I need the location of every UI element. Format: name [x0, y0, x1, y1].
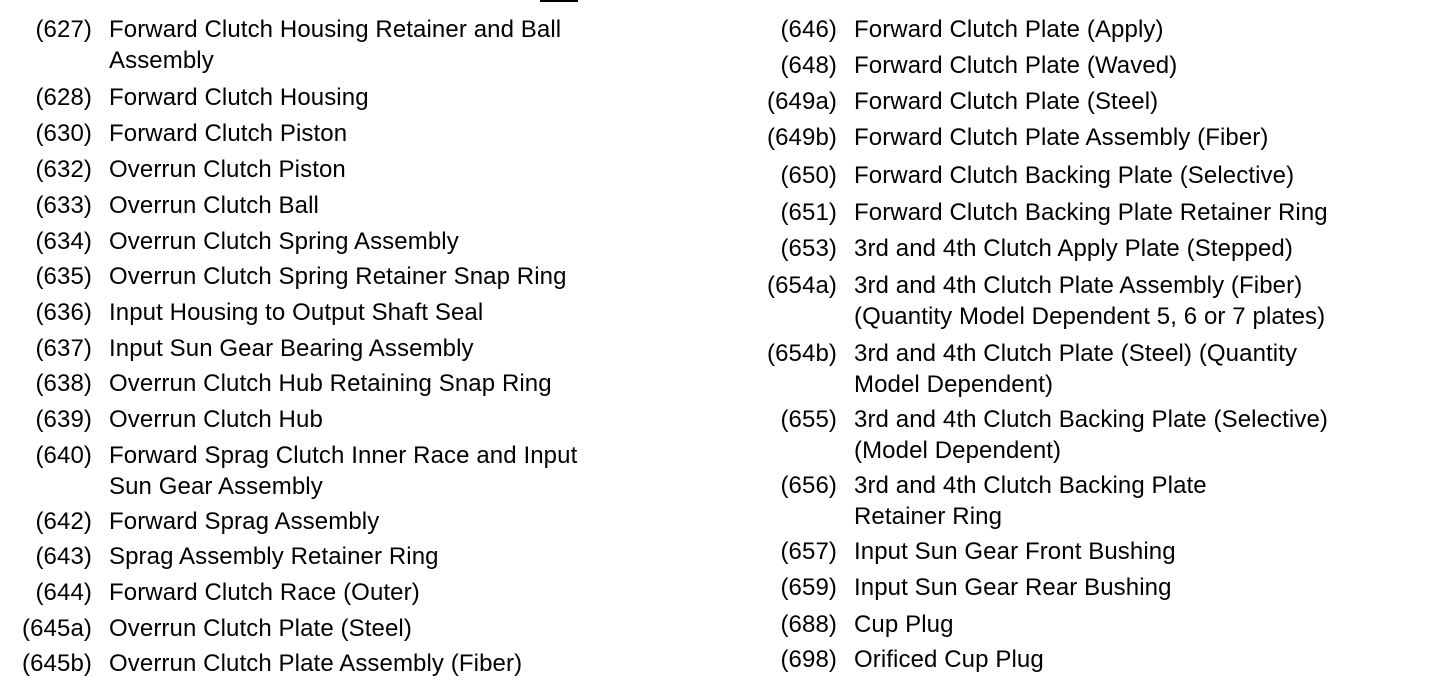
list-item: [745, 50, 1177, 81]
part-number: (640): [35, 442, 92, 469]
list-item: [745, 122, 1269, 153]
list-item: [0, 404, 323, 435]
part-description: 3rd and 4th Clutch Apply Plate (Stepped): [854, 235, 1293, 262]
list-item: [0, 541, 439, 572]
part-number: (632): [35, 156, 92, 183]
part-description: Forward Clutch Plate (Apply): [854, 16, 1164, 43]
part-number: (638): [35, 370, 92, 397]
part-description: Overrun Clutch Plate (Steel): [109, 615, 412, 642]
part-number: (645b): [22, 650, 92, 677]
part-number: (648): [780, 52, 837, 79]
list-item: [745, 572, 1172, 603]
part-number: (630): [35, 120, 92, 147]
part-number: (659): [780, 574, 837, 601]
part-description: 3rd and 4th Clutch Plate (Steel) (Quantity Model Dependent): [854, 340, 1298, 398]
list-item: [0, 333, 474, 364]
part-number: (633): [35, 192, 92, 219]
part-description: Overrun Clutch Hub Retaining Snap Ring: [109, 370, 552, 397]
part-description: Overrun Clutch Spring Assembly: [109, 228, 459, 255]
list-item: [0, 648, 522, 679]
part-description: Forward Sprag Assembly: [109, 508, 380, 535]
part-description: Overrun Clutch Hub: [109, 406, 323, 433]
list-item: [0, 190, 319, 221]
top-edge-mark: [540, 0, 578, 2]
part-description: Overrun Clutch Plate Assembly (Fiber): [109, 650, 523, 677]
part-description: Forward Clutch Housing Retainer and Ball Assembly: [109, 16, 562, 74]
part-number: (627): [35, 16, 92, 43]
part-number: (645a): [22, 615, 92, 642]
list-item: [0, 368, 552, 399]
part-description: 3rd and 4th Clutch Backing Plate Retainer Ring: [854, 472, 1207, 530]
part-description: Forward Clutch Plate (Waved): [854, 52, 1178, 79]
part-description: Forward Clutch Piston: [109, 120, 348, 147]
part-number: (635): [35, 263, 92, 290]
list-item: [0, 82, 369, 113]
part-number: (637): [35, 335, 92, 362]
list-item: [745, 270, 1325, 332]
list-item: [745, 86, 1158, 117]
part-description: Sprag Assembly Retainer Ring: [109, 543, 439, 570]
part-description: Input Sun Gear Bearing Assembly: [109, 335, 474, 362]
part-number: (639): [35, 406, 92, 433]
part-description: Input Sun Gear Rear Bushing: [854, 574, 1172, 601]
part-description: 3rd and 4th Clutch Plate Assembly (Fiber) (Quantity Model Dependent 5, 6 or 7 plates): [854, 272, 1326, 330]
part-description: Forward Clutch Race (Outer): [109, 579, 420, 606]
list-item: [745, 160, 1294, 191]
part-number: (657): [780, 538, 837, 565]
list-item: [0, 613, 412, 644]
part-description: Forward Clutch Backing Plate (Selective): [854, 162, 1295, 189]
part-number: (653): [780, 235, 837, 262]
part-number: (651): [780, 199, 837, 226]
part-description: Overrun Clutch Piston: [109, 156, 346, 183]
part-description: Overrun Clutch Ball: [109, 192, 319, 219]
list-item: [0, 226, 459, 257]
part-number: (649a): [767, 88, 837, 115]
part-description: Cup Plug: [854, 611, 954, 638]
part-number: (643): [35, 543, 92, 570]
part-description: Forward Clutch Backing Plate Retainer Ring: [854, 199, 1328, 226]
list-item: [745, 644, 1044, 675]
part-number: (646): [780, 16, 837, 43]
part-description: Forward Sprag Clutch Inner Race and Input Sun Gear Assembly: [109, 442, 578, 500]
list-item: [745, 14, 1164, 45]
part-description: Orificed Cup Plug: [854, 646, 1044, 673]
list-item: [745, 338, 1297, 400]
list-item: [745, 536, 1176, 567]
list-item: [745, 609, 954, 640]
list-item: [0, 14, 561, 76]
part-number: (642): [35, 508, 92, 535]
list-item: [0, 297, 483, 328]
part-number: (688): [780, 611, 837, 638]
part-description: Forward Clutch Plate (Steel): [854, 88, 1159, 115]
part-description: Input Sun Gear Front Bushing: [854, 538, 1176, 565]
part-number: (634): [35, 228, 92, 255]
part-description: Input Housing to Output Shaft Seal: [109, 299, 484, 326]
list-item: [0, 118, 347, 149]
list-item: [0, 506, 379, 537]
list-item: [745, 404, 1328, 466]
part-description: Forward Clutch Plate Assembly (Fiber): [854, 124, 1269, 151]
list-item: [745, 233, 1293, 264]
part-number: (654a): [767, 272, 837, 299]
part-description: 3rd and 4th Clutch Backing Plate (Selective) (Model Dependent): [854, 406, 1328, 464]
list-item: [0, 154, 346, 185]
part-number: (654b): [767, 340, 837, 367]
list-item: [745, 197, 1328, 228]
part-number: (655): [780, 406, 837, 433]
part-description: Forward Clutch Housing: [109, 84, 369, 111]
part-description: Overrun Clutch Spring Retainer Snap Ring: [109, 263, 567, 290]
part-number: (650): [780, 162, 837, 189]
part-number: (628): [35, 84, 92, 111]
list-item: [745, 470, 1207, 532]
part-number: (649b): [767, 124, 837, 151]
part-number: (698): [780, 646, 837, 673]
part-number: (656): [780, 472, 837, 499]
part-number: (644): [35, 579, 92, 606]
list-item: [0, 440, 577, 502]
part-number: (636): [35, 299, 92, 326]
list-item: [0, 261, 567, 292]
list-item: [0, 577, 420, 608]
